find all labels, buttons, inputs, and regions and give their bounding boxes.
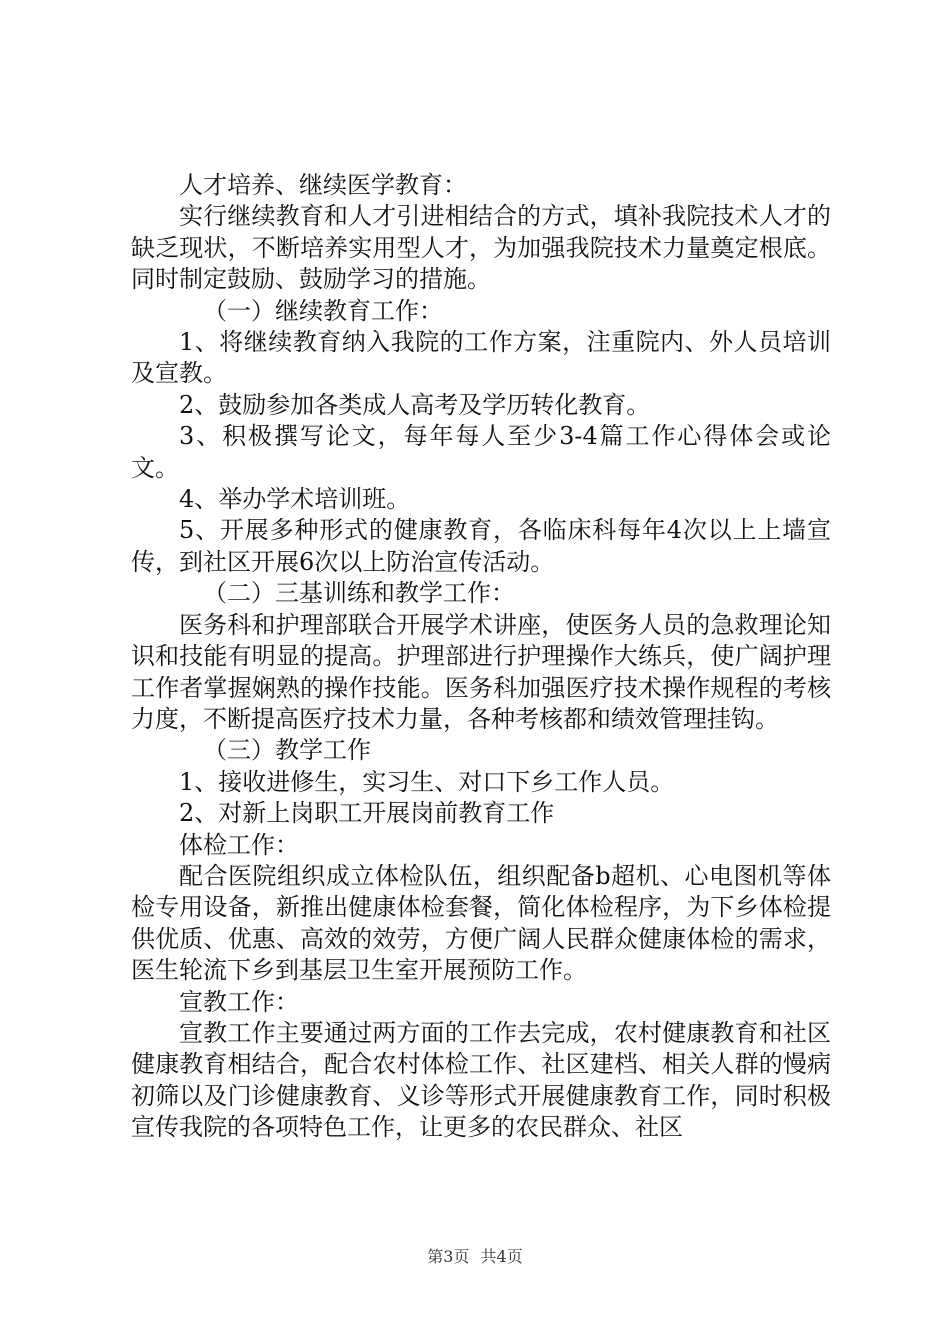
section-heading-talent: 人才培养、继续医学教育： — [179, 171, 467, 199]
section-heading-health-education: 宣教工作： — [179, 987, 299, 1016]
list-item: 2、对新上岗职工开展岗前教育工作 — [179, 799, 555, 828]
list-item: 3、积极撰写论文，每年每人至少3-4篇工作心得体会或论文。 — [131, 422, 831, 482]
paragraph: 宣教工作主要通过两方面的工作去完成，农村健康教育和社区健康教育相结合，配合农村体检工作、社区建档、相关人群的慢病初筛以及门诊健康教育、义诊等形式开展健康教育工作，同时积极宣传我院的各项特色工作，让更多的农民群众、社区 — [131, 1018, 831, 1142]
paragraph: 实行继续教育和人才引进相结合的方式，填补我院技术人才的缺乏现状，不断培养实用型人才，为加强我院技术力量奠定根底。同时制定鼓励、鼓励学习的措施。 — [131, 202, 831, 294]
list-item: 5、开展多种形式的健康教育，各临床科每年4次以上上墙宣传，到社区开展6次以上防治宣传活动。 — [131, 516, 831, 576]
subsection-heading-teaching: （三）教学工作 — [203, 736, 371, 765]
section-heading-physical-exam: 体检工作： — [179, 830, 299, 859]
page-number: 第3页 — [427, 1247, 470, 1266]
page-total: 共4页 — [480, 1247, 523, 1266]
paragraph: 配合医院组织成立体检队伍，组织配备b超机、心电图机等体检专用设备，新推出健康体检套餐，简化体检程序，为下乡体检提供优质、优惠、高效的效劳，方便广阔人民群众健康体检的需求，医生轮流下乡到基层卫生室开展预防工作。 — [131, 861, 831, 985]
paragraph: 医务科和护理部联合开展学术讲座，使医务人员的急救理论知识和技能有明显的提高。护理部进行护理操作大练兵，使广阔护理工作者掌握娴熟的操作技能。医务科加强医疗技术操作规程的考核力度，不断提高医疗技术力量，各种考核都和绩效管理挂钩。 — [131, 610, 831, 733]
list-item: 1、接收进修生，实习生、对口下乡工作人员。 — [179, 767, 675, 796]
subsection-heading-continuing-education: （一）继续教育工作： — [203, 296, 443, 325]
document-body — [131, 170, 831, 1144]
subsection-heading-training: （二）三基训练和教学工作： — [203, 579, 515, 608]
list-item: 4、举办学术培训班。 — [179, 485, 411, 514]
list-item: 2、鼓励参加各类成人高考及学历转化教育。 — [179, 390, 651, 419]
page-footer — [0, 1244, 950, 1267]
list-item: 1、将继续教育纳入我院的工作方案，注重院内、外人员培训及宣教。 — [131, 328, 831, 388]
